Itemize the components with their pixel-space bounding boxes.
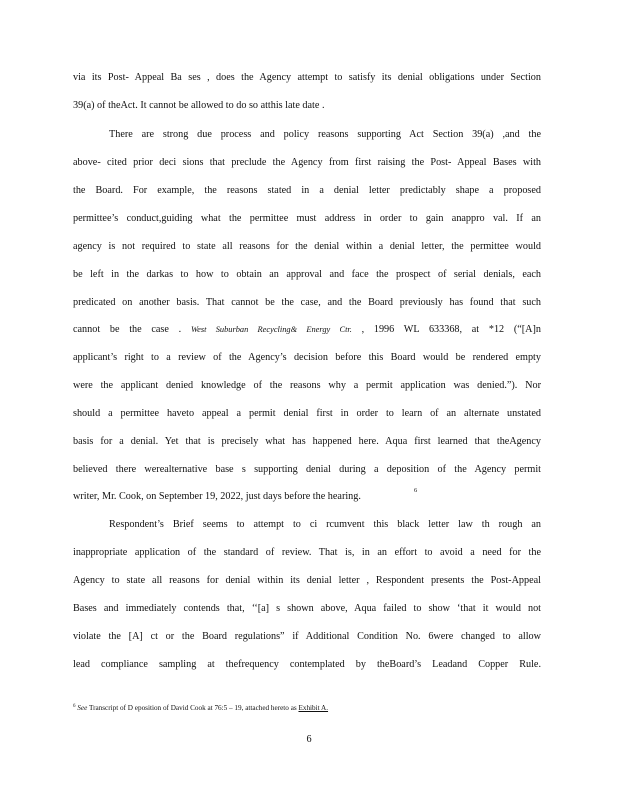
- body-line: violate the [A] ct or the Board regulations” if Additional Condition No. 6were changed to allow: [73, 631, 541, 642]
- body-line: agency is not required to state all reasons for the denial within a denial letter, the permittee would: [73, 241, 541, 252]
- body-line: Agency to state all reasons for denial within its denial letter , Respondent presents the Post-Appeal: [73, 575, 541, 586]
- body-line: Bases and immediately contends that, ‘‘[a] s shown above, Aqua failed to show ‘that it would not: [73, 603, 541, 614]
- body-line: were the applicant denied knowledge of the reasons why a permit application was denied.”). Nor: [73, 380, 541, 391]
- footnote: [73, 702, 328, 713]
- body-line: inappropriate application of the standard of review. That is, in an effort to avoid a need for the: [73, 547, 541, 558]
- body-line: There are strong due process and policy reasons supporting Act Section 39(a) ,and the: [109, 129, 541, 140]
- body-line: writer, Mr. Cook, on September 19, 2022, just days before the hearing.: [73, 491, 361, 502]
- footnote-marker: 6: [73, 704, 76, 709]
- page-number: 6: [306, 734, 312, 745]
- citation-before: cannot be the case .: [73, 324, 182, 335]
- body-line: predicated on another basis. That cannot be the case, and the Board previously has found that such: [73, 297, 541, 308]
- body-line: above- cited prior deci sions that preclude the Agency from first raising the Post- Appeal Bases with: [73, 157, 541, 168]
- footnote-signal: See: [77, 704, 88, 712]
- body-line: 39(a) of theAct. It cannot be allowed to do so atthis late date .: [73, 100, 325, 111]
- footnote-text: Transcript of D eposition of David Cook at 76:5 – 19, attached hereto as: [87, 704, 299, 712]
- body-line: permittee’s conduct,guiding what the permittee must address in order to gain anappro val. If an: [73, 213, 541, 224]
- body-line: should a permittee haveto appeal a permit denial first in order to learn of an alternate unstated: [73, 408, 541, 419]
- body-line: via its Post- Appeal Ba ses , does the Agency attempt to satisfy its denial obligations under Section: [73, 72, 541, 83]
- body-line: the Board. For example, the reasons stated in a denial letter predictably shape a proposed: [73, 185, 541, 196]
- body-line: be left in the darkas to how to obtain an approval and face the prospect of serial denials, each: [73, 269, 541, 280]
- body-line: lead compliance sampling at thefrequency contemplated by theBoard’s Leadand Copper Rule.: [73, 659, 541, 670]
- body-line: Respondent’s Brief seems to attempt to ci rcumvent this black letter law th rough an: [109, 519, 541, 530]
- exhibit-reference: Exhibit A.: [298, 704, 329, 712]
- body-line: applicant’s right to a review of the Agency’s decision before this Board would be rendered empty: [73, 352, 541, 363]
- body-line: basis for a denial. Yet that is precisely what has happened here. Aqua first learned that theAgency: [73, 436, 541, 447]
- citation-after: , 1996 WL 633368, at *12 (“[A]n: [361, 324, 542, 335]
- citation-line: [73, 323, 541, 337]
- case-name: West Suburban Recycling& Energy Ctr.: [190, 325, 352, 334]
- footnote-reference: 6: [414, 487, 418, 494]
- body-line: believed there werealternative base s supporting denial during a deposition of the Agency permit: [73, 464, 541, 475]
